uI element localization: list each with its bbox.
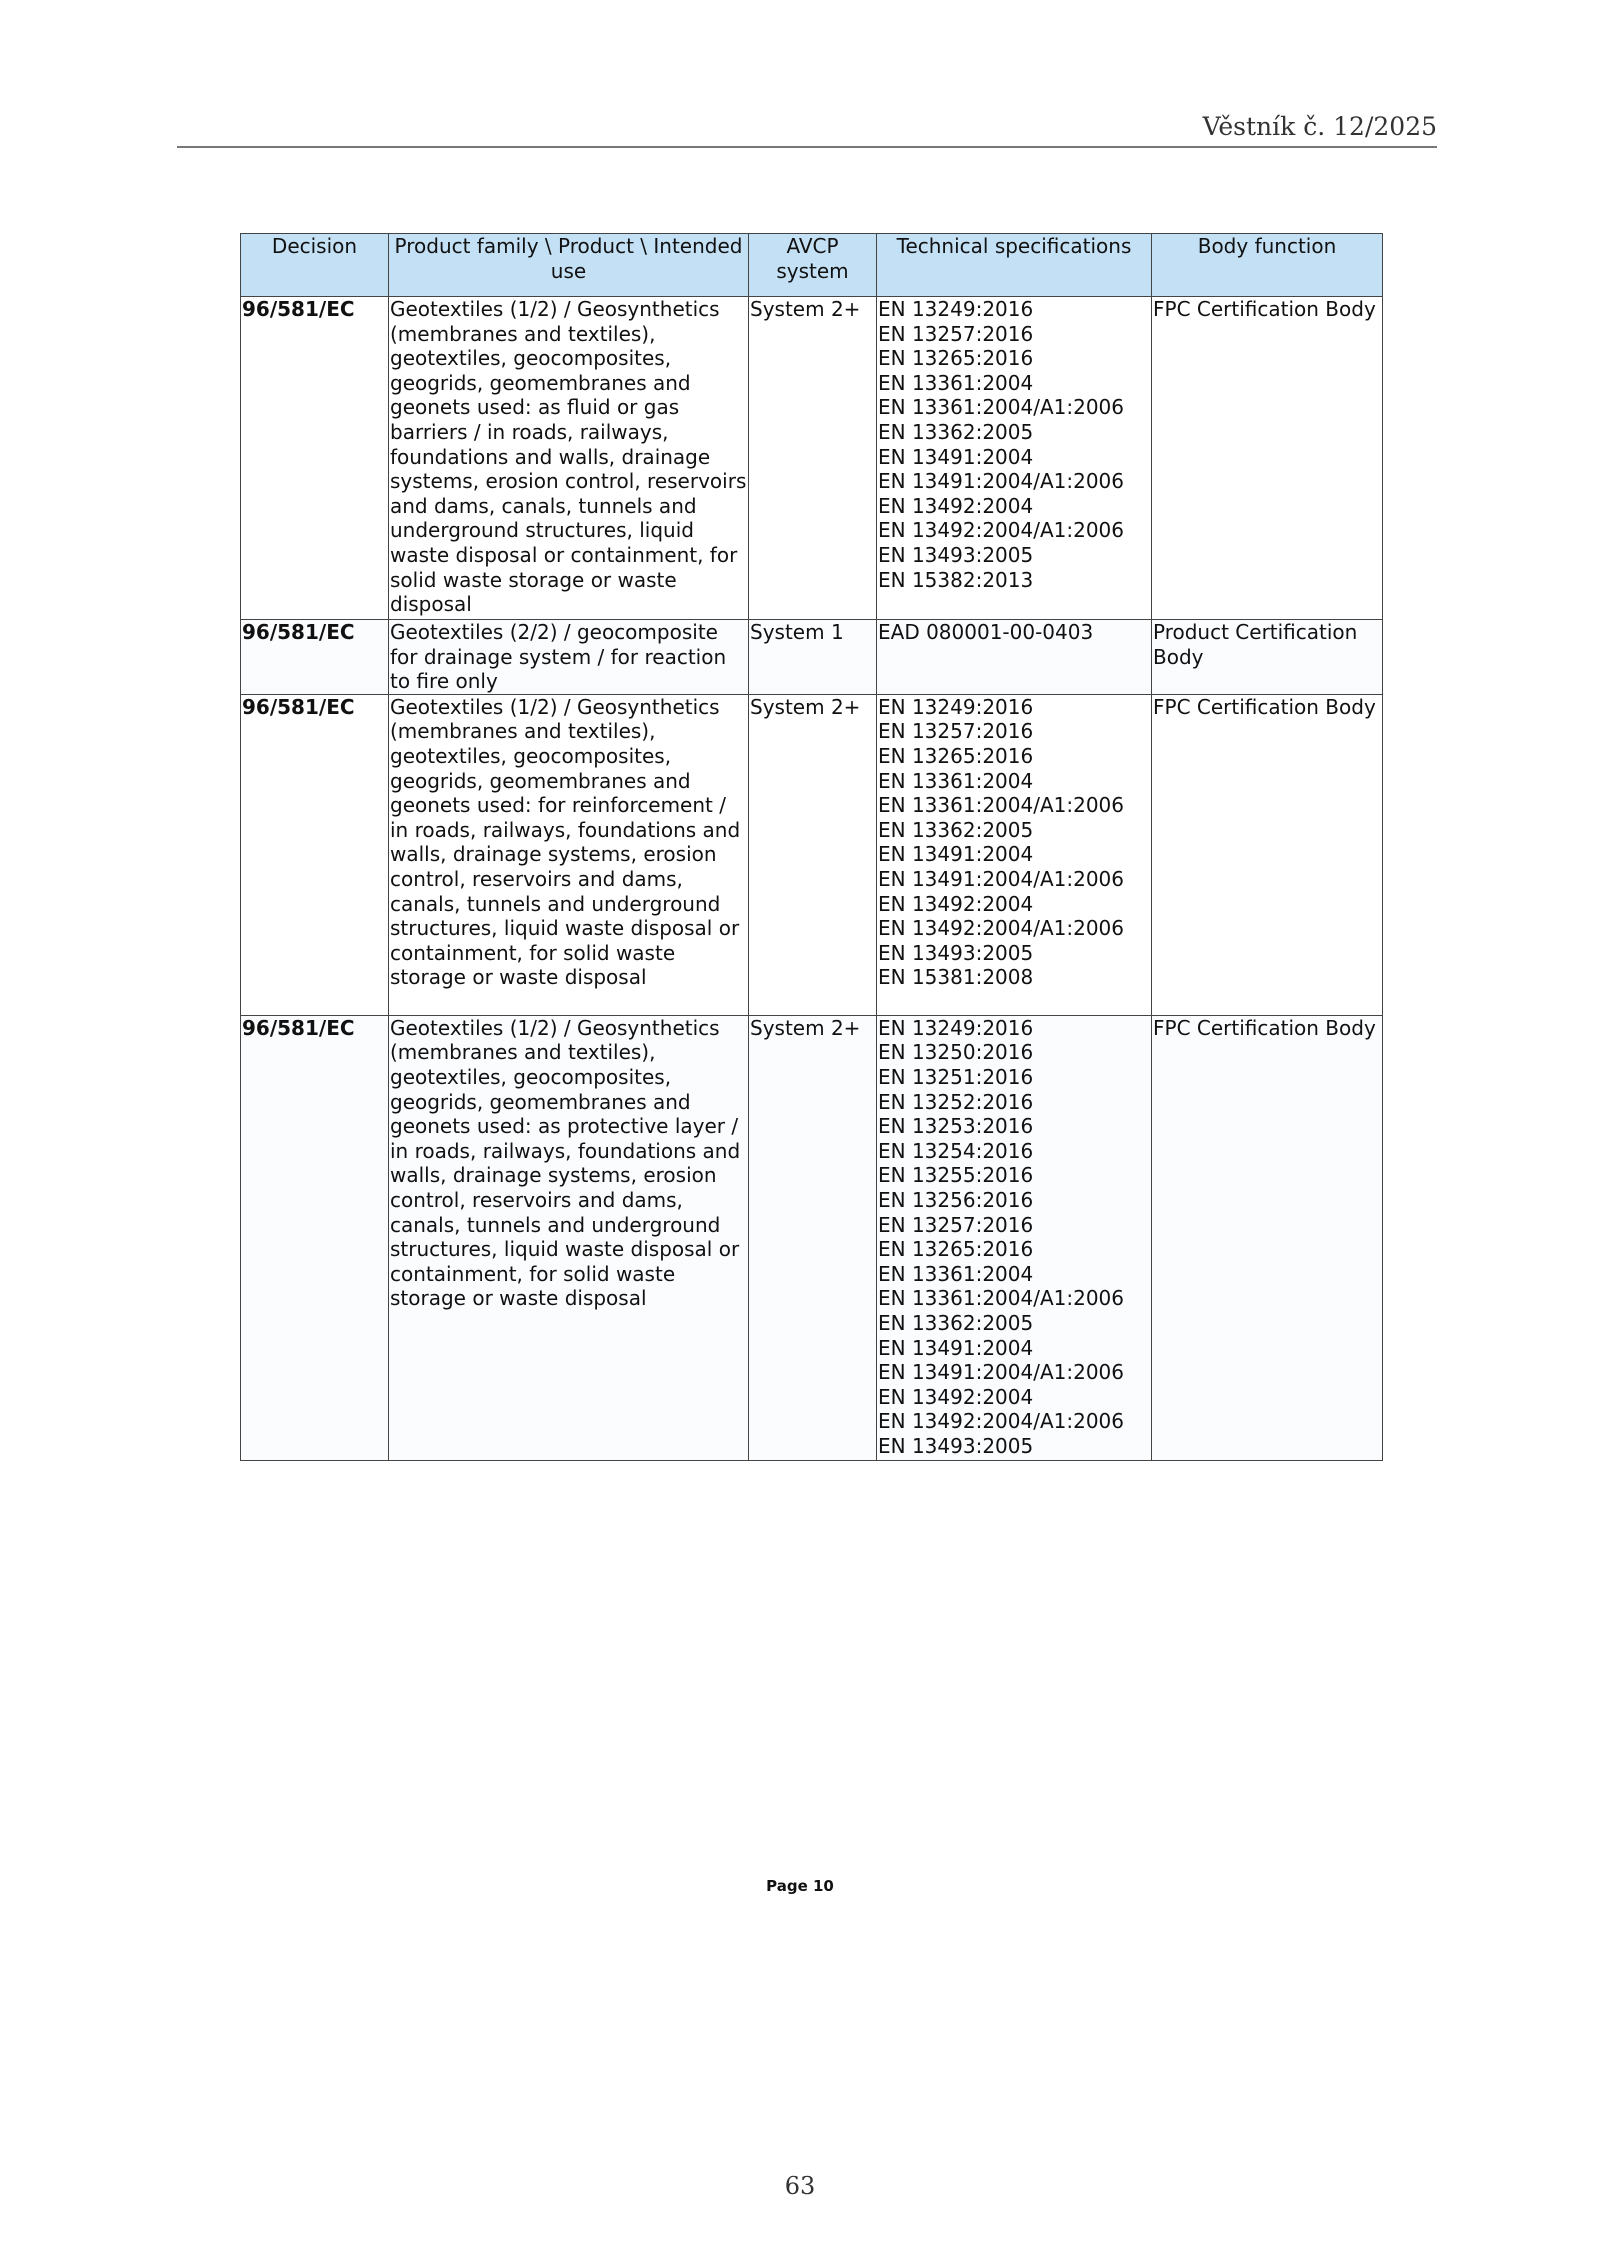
column-header-specs: Technical specifications (877, 234, 1152, 297)
spec-item: EN 13492:2004/A1:2006 (878, 916, 1124, 941)
body-function-cell: FPC Certification Body (1152, 297, 1383, 620)
product-cell: Geotextiles (2/2) / geocomposite for drainage system / for reaction to fire only (389, 620, 749, 695)
spec-item: EN 13361:2004/A1:2006 (878, 1286, 1124, 1311)
spec-item: EN 13256:2016 (878, 1187, 1034, 1212)
spec-item: EN 13362:2005 (878, 419, 1034, 444)
spec-item: EN 13249:2016 (878, 297, 1034, 321)
header-divider (177, 146, 1437, 148)
spec-item: EN 13491:2004/A1:2006 (878, 866, 1124, 891)
spec-item: EN 13491:2004 (878, 444, 1034, 469)
spec-item: EN 13265:2016 (878, 1237, 1034, 1262)
spec-item: EN 13361:2004 (878, 370, 1034, 395)
spec-item: EN 13361:2004/A1:2006 (878, 395, 1124, 420)
spec-item: EN 13493:2005 (878, 1433, 1034, 1458)
spec-item: EN 13491:2004/A1:2006 (878, 469, 1124, 494)
product-cell: Geotextiles (1/2) / Geosynthetics (membranes and textiles), geotextiles, geocomposites, geogrids, geomembranes and geonets used: as fluid or gas barriers / in roads, railways, foundations and walls, drainage systems, erosion control, reservoirs and dams, canals, tunnels and underground structures, liquid waste disposal or containment, for solid waste storage or waste disposal (389, 297, 749, 620)
page-number: 63 (784, 2172, 816, 2200)
column-header-body: Body function (1152, 234, 1383, 297)
spec-item: EN 13252:2016 (878, 1089, 1034, 1114)
table-header-row (241, 234, 1383, 297)
decision-cell: 96/581/EC (241, 297, 389, 620)
spec-item: EN 13257:2016 (878, 1212, 1034, 1237)
spec-item: EN 13362:2005 (878, 1310, 1034, 1335)
specs-cell (877, 620, 1152, 695)
journal-header: Věstník č. 12/2025 (1202, 112, 1437, 141)
specs-cell (877, 1015, 1152, 1460)
body-function-cell: Product Certification Body (1152, 620, 1383, 695)
spec-item: EN 13265:2016 (878, 743, 1034, 768)
spec-item: EN 13250:2016 (878, 1040, 1034, 1065)
spec-item: EN 15382:2013 (878, 567, 1034, 592)
spec-item: EN 13492:2004/A1:2006 (878, 518, 1124, 543)
body-function-cell: FPC Certification Body (1152, 694, 1383, 1015)
specs-cell (877, 694, 1152, 1015)
body-function-cell: FPC Certification Body (1152, 1015, 1383, 1460)
spec-item: EN 13254:2016 (878, 1138, 1034, 1163)
spec-item: EN 13257:2016 (878, 719, 1034, 744)
table-row (241, 1015, 1383, 1460)
product-cell: Geotextiles (1/2) / Geosynthetics (membranes and textiles), geotextiles, geocomposites, geogrids, geomembranes and geonets used: for reinforcement / in roads, railways, foundations and walls, drainage systems, erosion control, reservoirs and dams, canals, tunnels and underground structures, liquid waste disposal or containment, for solid waste storage or waste disposal (389, 694, 749, 1015)
spec-item: EN 13491:2004 (878, 1335, 1034, 1360)
table-row (241, 620, 1383, 695)
spec-item: EN 13493:2005 (878, 940, 1034, 965)
spec-item: EAD 080001-00-0403 (878, 620, 1094, 644)
spec-item: EN 13253:2016 (878, 1114, 1034, 1139)
spec-item: EN 13362:2005 (878, 817, 1034, 842)
spec-item: EN 13491:2004 (878, 842, 1034, 867)
spec-item: EN 13492:2004 (878, 891, 1034, 916)
spec-item: EN 13493:2005 (878, 542, 1034, 567)
product-cell: Geotextiles (1/2) / Geosynthetics (membranes and textiles), geotextiles, geocomposites, geogrids, geomembranes and geonets used: as protective layer / in roads, railways, foundations and walls, drainage systems, erosion control, reservoirs and dams, canals, tunnels and underground structures, liquid waste disposal or containment, for solid waste storage or waste disposal (389, 1015, 749, 1460)
avcp-cell: System 2+ (749, 297, 877, 620)
specs-cell (877, 297, 1152, 620)
avcp-cell: System 1 (749, 620, 877, 695)
avcp-cell: System 2+ (749, 1015, 877, 1460)
table-row (241, 297, 1383, 620)
spec-item: EN 13249:2016 (878, 694, 1034, 719)
spec-item: EN 13251:2016 (878, 1064, 1034, 1089)
spec-item: EN 15381:2008 (878, 965, 1034, 990)
table-row (241, 694, 1383, 1015)
page-label: Page 10 (766, 1877, 834, 1895)
spec-item: EN 13491:2004/A1:2006 (878, 1360, 1124, 1385)
column-header-product: Product family \ Product \ Intended use (389, 234, 749, 297)
spec-item: EN 13249:2016 (878, 1015, 1034, 1040)
spec-item: EN 13492:2004 (878, 1384, 1034, 1409)
spec-item: EN 13265:2016 (878, 346, 1034, 371)
spec-item: EN 13361:2004 (878, 768, 1034, 793)
spec-item: EN 13361:2004/A1:2006 (878, 793, 1124, 818)
column-header-decision: Decision (241, 234, 389, 297)
spec-item: EN 13257:2016 (878, 321, 1034, 346)
decision-cell: 96/581/EC (241, 694, 389, 1015)
spec-item: EN 13361:2004 (878, 1261, 1034, 1286)
products-table (240, 233, 1383, 1461)
decision-cell: 96/581/EC (241, 620, 389, 695)
decision-cell: 96/581/EC (241, 1015, 389, 1460)
spec-item: EN 13492:2004 (878, 493, 1034, 518)
spec-item: EN 13492:2004/A1:2006 (878, 1409, 1124, 1434)
avcp-cell: System 2+ (749, 694, 877, 1015)
column-header-avcp: AVCP system (749, 234, 877, 297)
spec-item: EN 13255:2016 (878, 1163, 1034, 1188)
